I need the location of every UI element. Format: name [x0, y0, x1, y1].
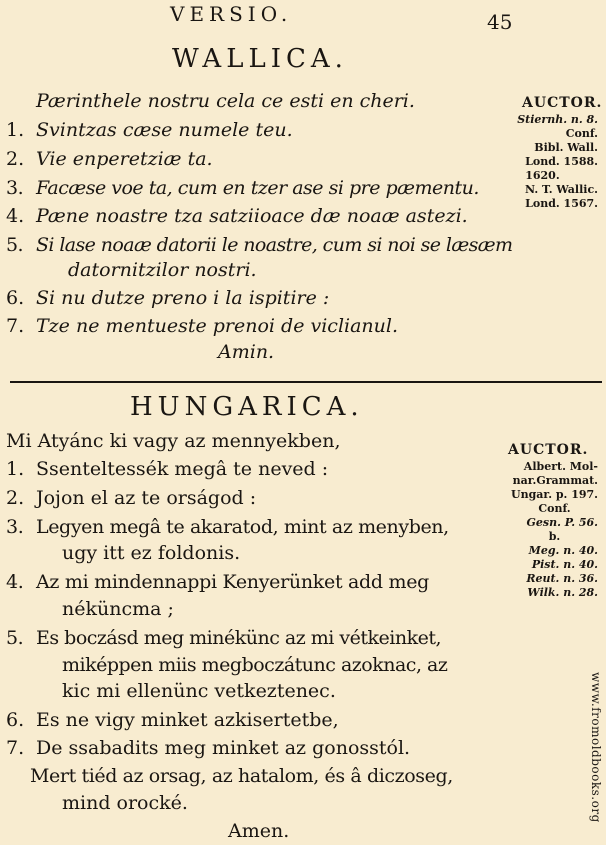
hungarica-line: mind orocké.	[62, 792, 188, 814]
hungarica-line: Mert tiéd az orsag, az hatalom, és â diczoseg,	[30, 765, 453, 787]
wallica-line: datornitzilor nostri.	[68, 259, 257, 281]
running-head: VERSIO.	[170, 2, 293, 26]
hungarica-sidebar-heading: AUCTOR.	[508, 442, 589, 458]
hungarica-line: néküncma ;	[62, 598, 174, 620]
section-divider	[10, 381, 602, 383]
wallica-sidebar-heading: AUCTOR.	[522, 95, 603, 111]
wallica-line: 7. Tze ne mentueste prenoi de viclianul.	[6, 315, 399, 337]
hungarica-amen: Amen.	[228, 820, 290, 842]
hungarica-line: ugy itt ez foldonis.	[62, 542, 241, 564]
page-number: 45	[487, 10, 513, 34]
hungarica-line: 6. Es ne vigy minket azkisertetbe,	[6, 709, 339, 731]
wallica-line: 4. Pæne noastre tza satziioace dæ noaæ astezi.	[6, 205, 468, 227]
wallica-line: 5. Si lase noaæ datorii le noastre, cum si noi se læsæm	[6, 234, 513, 256]
wallica-amen: Amin.	[218, 341, 275, 363]
wallica-line: Pærinthele nostru cela ce esti en cheri.	[36, 90, 415, 112]
wallica-line: 3. Facæse voe ta, cum en tzer ase si pre pæmentu.	[6, 177, 479, 199]
hungarica-line: 2. Jojon el az te orságod :	[6, 487, 257, 509]
section-title-wallica: WALLICA.	[172, 44, 348, 74]
wallica-line: 2. Vie enperetziæ ta.	[6, 148, 213, 170]
hungarica-line: Mi Atyánc ki vagy az mennyekben,	[6, 430, 341, 452]
hungarica-line: 7. De ssabadits meg minket az gonosstól.	[6, 737, 411, 759]
hungarica-sidebar: Albert. Mol- nar.Grammat. Ungar. p. 197. Conf. Gesn. P. 56. b. Meg. n. 40. Pist. n. 40. Reut. n. 36. Wilk. n. 28.	[511, 460, 598, 599]
section-title-hungarica: HUNGARICA.	[130, 392, 364, 422]
watermark: www.fromoldbooks.org	[589, 672, 603, 823]
wallica-line: 1. Svintzas cæse numele teu.	[6, 119, 293, 141]
hungarica-line: 1. Ssenteltessék megâ te neved :	[6, 458, 329, 480]
wallica-line: 6. Si nu dutze preno i la ispitire :	[6, 287, 330, 309]
hungarica-line: 5. Es boczásd meg minékünc az mi vétkeinket,	[6, 627, 442, 649]
hungarica-line: 3. Legyen megâ te akaratod, mint az menyben,	[6, 516, 449, 538]
hungarica-line: 4. Az mi mindennappi Kenyerünket add meg	[6, 571, 430, 593]
hungarica-line: miképpen miis megboczátunc azoknac, az	[62, 654, 448, 676]
hungarica-line: kic mi ellenünc vetkeztenec.	[62, 680, 336, 702]
wallica-sidebar: Stiernh. n. 8. Conf. Bibl. Wall. Lond. 1588. 1620. N. T. Wallic. Lond. 1567.	[517, 113, 598, 210]
